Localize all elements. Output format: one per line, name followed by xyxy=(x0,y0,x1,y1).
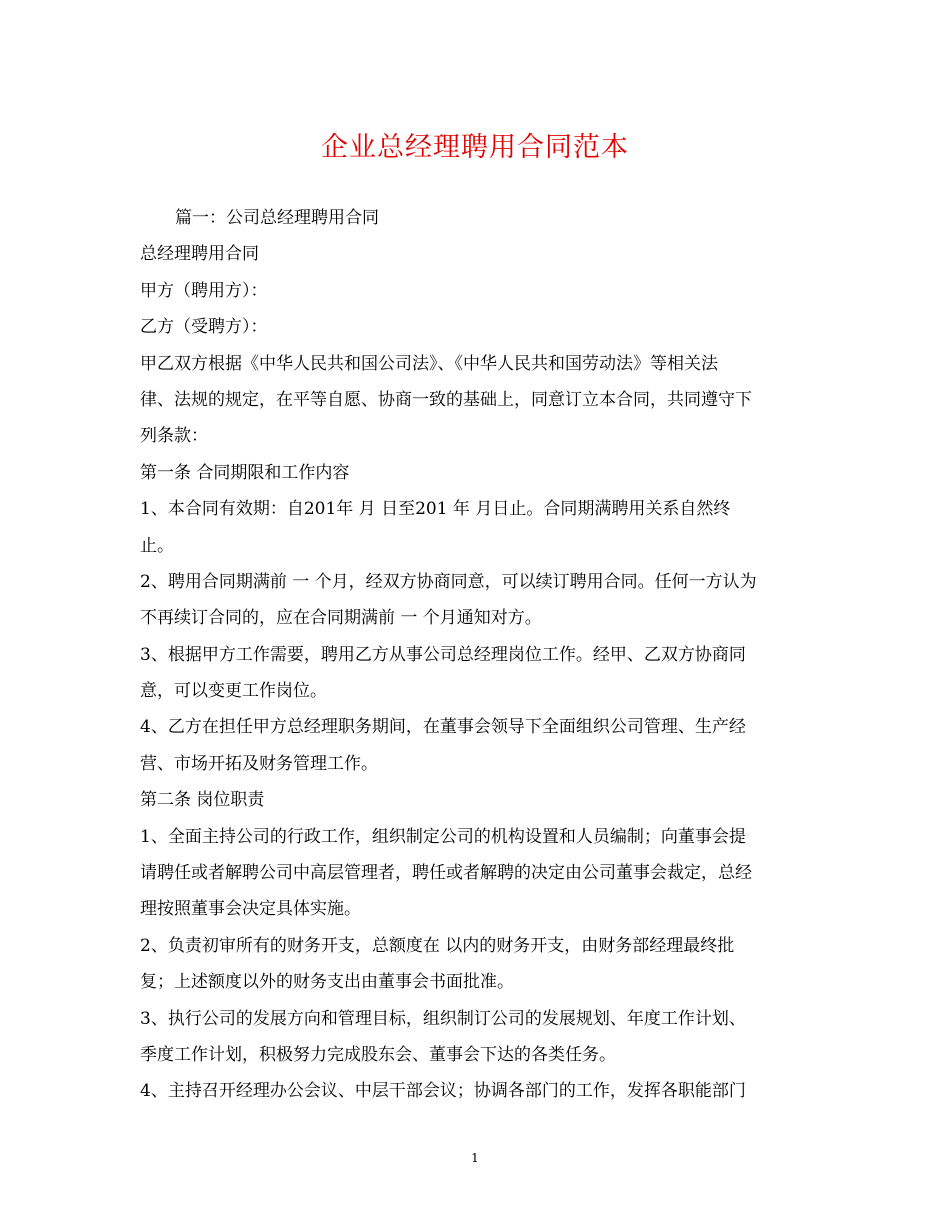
paragraph-line: 4、乙方在担任甲方总经理职务期间，在董事会领导下全面组织公司管理、生产经 xyxy=(140,717,746,738)
page-number: 1 xyxy=(471,1151,479,1165)
article-heading: 第二条 岗位职责 xyxy=(140,790,265,811)
paragraph-line: 复；上述额度以外的财务支出由董事会书面批准。 xyxy=(140,972,514,993)
party-b-line: 乙方（受聘方）： xyxy=(140,317,268,338)
document-title: 企业总经理聘用合同范本 xyxy=(321,132,629,163)
paragraph-line: 止。 xyxy=(140,535,174,556)
paragraph-line: 2、聘用合同期满前 一 个月，经双方协商同意，可以续订聘用合同。任何一方认为 xyxy=(140,571,757,592)
paragraph-line: 意，可以变更工作岗位。 xyxy=(140,681,327,702)
contract-name: 总经理聘用合同 xyxy=(140,244,259,265)
paragraph-line: 2、负责初审所有的财务开支，总额度在 以内的财务开支，由财务部经理最终批 xyxy=(140,935,735,956)
paragraph-line: 不再续订合同的，应在合同期满前 一 个月通知对方。 xyxy=(140,608,542,629)
paragraph-line: 1、本合同有效期：自201年 月 日至201 年 月日止。合同期满聘用关系自然终 xyxy=(140,499,731,520)
paragraph-line: 4、主持召开经理办公会议、中层干部会议；协调各部门的工作，发挥各职能部门 xyxy=(140,1081,746,1102)
paragraph-line: 营、市场开拓及财务管理工作。 xyxy=(140,753,378,774)
paragraph-line: 请聘任或者解聘公司中高层管理者，聘任或者解聘的决定由公司董事会裁定，总经 xyxy=(140,863,752,884)
paragraph-line: 3、根据甲方工作需要，聘用乙方从事公司总经理岗位工作。经甲、乙双方协商同 xyxy=(140,644,746,665)
party-a-line: 甲方（聘用方）： xyxy=(140,280,268,301)
document-body xyxy=(140,200,820,1110)
section-heading: 篇一：公司总经理聘用合同 xyxy=(175,208,379,228)
paragraph-line: 列条款： xyxy=(140,426,208,447)
paragraph-line: 3、执行公司的发展方向和管理目标，组织制订公司的发展规划、年度工作计划、 xyxy=(140,1008,746,1029)
paragraph-line: 律、法规的规定，在平等自愿、协商一致的基础上，同意订立本合同，共同遵守下 xyxy=(140,389,752,410)
paragraph-line: 理按照董事会决定具体实施。 xyxy=(140,899,361,920)
article-heading: 第一条 合同期限和工作内容 xyxy=(140,462,350,483)
paragraph-line: 甲乙双方根据《中华人民共和国公司法》、《中华人民共和国劳动法》等相关法 xyxy=(140,353,718,374)
paragraph-line: 季度工作计划，积极努力完成股东会、董事会下达的各类任务。 xyxy=(140,1044,616,1065)
paragraph-line: 1、全面主持公司的行政工作，组织制定公司的机构设置和人员编制；向董事会提 xyxy=(140,826,746,847)
